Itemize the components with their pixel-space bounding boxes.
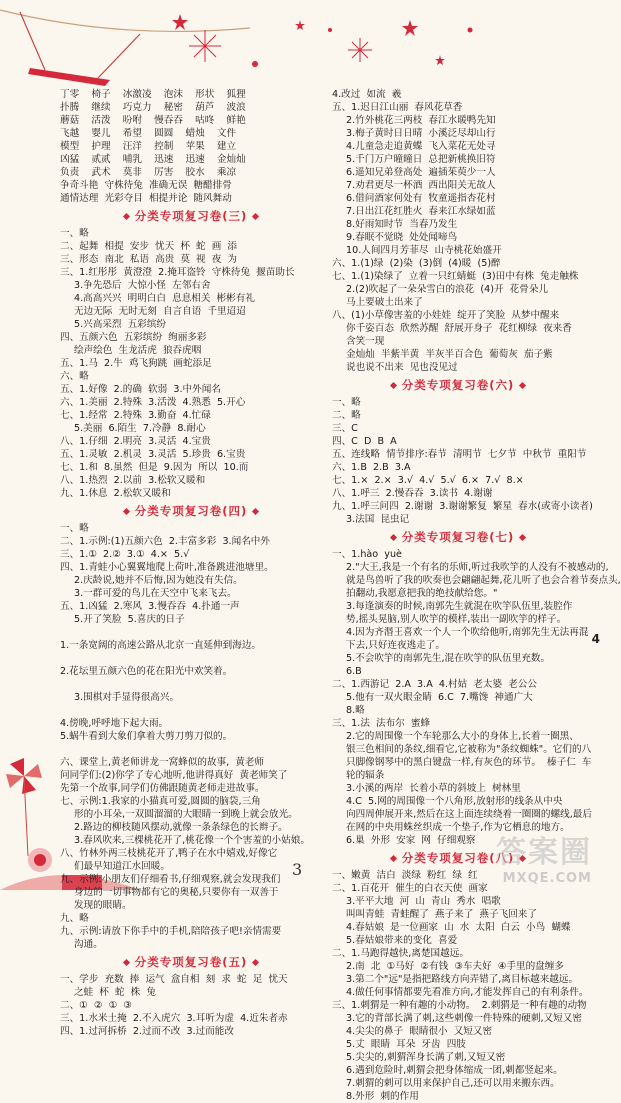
answer-line: 5.千门万户曈曈日 总把新桃换旧符 bbox=[346, 154, 496, 165]
answer-line: 1.一条宽阔的高速公路从北京一直延伸到海边。 bbox=[60, 640, 262, 651]
left-column bbox=[60, 88, 322, 1038]
answer-line: 五、1.凶猛 2.寒风 3.慢吞吞 4.扑通一声 bbox=[60, 601, 240, 612]
diamond-icon bbox=[390, 855, 397, 862]
answer-line: 问同学们:(2)你学了专心地听,他讲得真好 黄老师笑了 bbox=[60, 770, 288, 781]
diamond-icon bbox=[252, 213, 259, 220]
answer-line: 2.它的周围像一个车轮那么大小的身体上,长着一圈黑、 bbox=[346, 731, 579, 742]
answer-line: 九、示例:小朋友们仔细看书,仔细观察,就会发现我们 bbox=[60, 874, 281, 885]
answer-line: 七、示例:1.我家的小猫真可爱,圆圆的脑袋,三角 bbox=[60, 796, 261, 807]
answer-line: 三、C bbox=[332, 423, 358, 434]
answer-line: 七、1.和 8.虽然 但是 9.因为 所以 10.而 bbox=[60, 462, 249, 473]
answer-line: 含笑一现 bbox=[346, 336, 385, 347]
answer-line: 三、1.水米土掩 2.不入虎穴 3.耳听为虚 4.近朱者赤 bbox=[60, 1013, 288, 1024]
answer-line: 2.庆龄说,她并不后悔,因为她没有失信。 bbox=[74, 575, 243, 586]
answer-line: 五、1.马 2.牛 鸡飞狗跳 画蛇添足 bbox=[60, 358, 212, 369]
sentence-diagram bbox=[60, 678, 322, 691]
answer-line: 四、C D B A bbox=[332, 436, 397, 447]
answer-line: 拍翻动,我愿意把我的绝技献给您。" bbox=[346, 588, 498, 599]
answer-line: 6.巢 外形 安家 网 仔细观察 bbox=[346, 835, 476, 846]
answer-line: 4.傍晚,呼呼地下起大雨。 bbox=[60, 718, 169, 729]
answer-line: 三、1.红彤彤 黄澄澄 2.掩耳盗铃 守株待兔 揠苗助长 bbox=[60, 267, 295, 278]
pinwheel-icon bbox=[6, 758, 42, 856]
answer-line: 4.因为齐湣王喜欢一个人一个吹给他听,南郭先生无法再混 bbox=[346, 627, 589, 638]
diamond-icon bbox=[390, 534, 397, 541]
answer-line: 二、起舞 相提 安步 忧天 杯 蛇 画 添 bbox=[60, 241, 238, 252]
answer-line: 叫叫青蛙 青蛙醒了 燕子来了 燕子飞回来了 bbox=[346, 909, 537, 920]
watermark-logo-text: 答案圈 bbox=[496, 835, 592, 870]
answer-line: 下去,只好连夜逃走了。 bbox=[346, 640, 445, 651]
section-title-text: 分类专项复习卷(六) bbox=[401, 378, 515, 392]
answer-line: 2.花坛里五颜六色的花在阳光中欢笑着。 bbox=[60, 666, 233, 677]
answer-line: 八、1.呼三 2.慢吞吞 3.读书 4.谢谢 bbox=[332, 488, 493, 499]
answer-line: 2.(2)吹起了一朵朵雪白的浪花 (4)开 花骨朵儿 bbox=[346, 284, 549, 295]
answer-line: 一、略 bbox=[60, 228, 89, 239]
answer-line: 你千姿百态 欣然苏醒 舒展开身子 花红柳绿 夜来香 bbox=[346, 323, 572, 334]
answer-line: 六、略 bbox=[60, 371, 89, 382]
sentence-diagram bbox=[60, 652, 322, 665]
answer-line: 无边无际 无时无刻 自言自语 千里迢迢 bbox=[74, 306, 246, 317]
answer-line: 3.春风吹来,三棵桃花开了,桃花像一个个害羞的小姑娘。 bbox=[74, 835, 310, 846]
answer-line: 4.高高兴兴 明明白白 息息相关 彬彬有礼 bbox=[74, 293, 255, 304]
answer-line: 3.每逢演奏的时候,南郭先生就混在吹竽队伍里,装腔作 bbox=[346, 601, 573, 612]
sentence-diagram bbox=[60, 704, 322, 717]
answer-line: 就是鸟兽听了我的吹奏也会翩翩起舞,花儿听了也会合着节奏点头, bbox=[346, 575, 621, 586]
answer-line: 扑腾 继续 巧克力 秘密 葫芦 波浪 bbox=[60, 102, 246, 113]
answer-line: 3.第二个"远"是指把路线方向弄错了,离目标越来越远。 bbox=[346, 974, 579, 985]
section-title bbox=[332, 526, 584, 548]
answer-line: 一、1.hào yuè bbox=[332, 549, 402, 560]
answer-line: 蘑菇 活泼 吩咐 慢吞吞 咕咚 鲜艳 bbox=[60, 115, 246, 126]
answer-line: 轮的辐条 bbox=[346, 770, 385, 781]
answer-line: 4.儿童急走追黄蝶 飞入菜花无处寻 bbox=[346, 141, 496, 152]
answer-line: 3.一群可爱的鸟儿在天空中飞来飞去。 bbox=[74, 588, 237, 599]
answer-line: 七、1.经常 2.特殊 3.勤奋 4.忙碌 bbox=[60, 410, 211, 421]
answer-line: 5.丈 眼睛 耳朵 牙齿 四肢 bbox=[346, 1039, 466, 1050]
answer-line: 七、1.× 2.× 3.√ 4.√ 5.√ 6.× 7.√ 8.× bbox=[332, 475, 524, 486]
answer-line: 5.春姑娘带来的变化 喜爱 bbox=[346, 935, 458, 946]
firework-icon bbox=[348, 38, 372, 62]
section-title bbox=[60, 205, 322, 227]
answer-line: 二、1.百花开 催生的白衣天使 画家 bbox=[332, 883, 488, 894]
answer-line: 二、① ② ① ③ bbox=[60, 1000, 132, 1011]
answer-line: 7.刺猬的刺可以用来保护自己,还可以用来搬东西。 bbox=[346, 1078, 560, 1089]
answer-line: 6.借问酒家何处有 牧童遥指杏花村 bbox=[346, 193, 496, 204]
answer-line: 二、1.西游记 2.A 3.A 4.村姑 老太婆 老公公 bbox=[332, 679, 537, 690]
answer-line: 4.春姑娘 是一位画家 山 水 太阳 白云 小鸟 蝴蝶 bbox=[346, 922, 571, 933]
sentence-diagram bbox=[60, 743, 322, 756]
answer-line: 五、1.好像 2.的确 软弱 3.中外闻名 bbox=[60, 384, 221, 395]
answer-line: 3.梅子黄时日日晴 小溪泛尽却山行 bbox=[346, 128, 496, 139]
answer-line: 二、1.示例:(1)五颜六色 2.丰富多彩 3.闻名中外 bbox=[60, 536, 270, 547]
firework-icon bbox=[189, 30, 221, 62]
answer-line: 2.竹外桃花三两枝 春江水暖鸭先知 bbox=[346, 115, 496, 126]
answer-line: 飞越 婴儿 希望 圆圆 蜡烛 文件 bbox=[60, 128, 237, 139]
answer-line: 四、五颜六色 五彩缤纷 绚丽多彩 bbox=[60, 332, 207, 343]
answer-line: 4.改过 如流 羲 bbox=[332, 89, 402, 100]
answer-line: 8.略 bbox=[346, 705, 365, 716]
answer-line: 3.平平大地 河 山 青山 秀水 唱歌 bbox=[346, 896, 501, 907]
answer-line: 模型 护理 汪洋 控制 苹果 建立 bbox=[60, 141, 237, 152]
answer-line: 八、1.热烈 2.以前 3.松软又暖和 bbox=[60, 475, 206, 486]
answer-line: 2."大王,我是一个有名的乐师,听过我吹竽的人没有不被感动的, bbox=[346, 562, 609, 573]
answer-line: 八、1.仔细 2.明亮 3.灵活 4.宝贵 bbox=[60, 436, 211, 447]
answer-line: 3.争先恐后 大惊小怪 左邻右舍 bbox=[74, 280, 211, 291]
answer-line: 5.兴高采烈 五彩缤纷 bbox=[74, 319, 167, 330]
answer-line: 沟通。 bbox=[74, 939, 103, 950]
answer-line: 发现的眼睛。 bbox=[74, 900, 132, 911]
answer-line: 身边的一切事物都有它的奥秘,只要你有一双善于 bbox=[74, 887, 279, 898]
answer-line: 三、形态 南北 私语 高贵 莫 视 夜 为 bbox=[60, 254, 238, 265]
answer-line: 五、连线略 情节排序:春节 清明节 七夕节 中秋节 重阳节 bbox=[332, 449, 587, 460]
answer-line: 六、1.(1)绿 (2)染 (3)倒 (4)暖 (5)醉 bbox=[332, 258, 501, 269]
answer-line: 九、示例:请放下你手中的手机,陪陪孩子吧!亲情需要 bbox=[60, 926, 282, 937]
answer-line: 六、1.美丽 2.特殊 3.活泼 4.熟悉 5.开心 bbox=[60, 397, 246, 408]
answer-line: 绘声绘色 生龙活虎 狼吞虎咽 bbox=[74, 345, 202, 356]
answer-line: 6.B bbox=[346, 666, 362, 677]
answer-line: 10.人间四月芳菲尽 山寺桃花始盛开 bbox=[346, 245, 502, 256]
star-icon bbox=[172, 14, 445, 65]
watermark-url: MXQE.COM bbox=[502, 871, 592, 886]
answer-line: 先第一个故事,同学们仿佛跟随黄老师走进故事。 bbox=[60, 783, 265, 794]
answer-line: 丁零 椅子 冰激凌 泡沫 形状 狐狸 bbox=[60, 89, 246, 100]
section-title-text: 分类专项复习卷(五) bbox=[134, 955, 248, 969]
answer-line: 之蛙 杯 蛇 株 兔 bbox=[74, 987, 156, 998]
answer-line: 八、竹林外两三枝桃花开了,鸭子在水中嬉戏,好像它 bbox=[60, 848, 278, 859]
answer-line: 三、1.法 法布尔 蜜蜂 bbox=[332, 718, 431, 729]
answer-line: 八、(1)小草像害羞的小娃娃 绽开了笑脸 从梦中醒来 bbox=[332, 310, 560, 321]
answer-line: 8.好雨知时节 当春乃发生 bbox=[346, 219, 458, 230]
diamond-icon bbox=[123, 959, 130, 966]
answer-line: 七、1.(1)染绿了 立着一只红蜻蜓 (3)田中有株 兔走触株 bbox=[332, 271, 579, 282]
section-title-text: 分类专项复习卷(七) bbox=[401, 530, 515, 544]
answer-line: 5.蜗牛看到大象们拿着大剪刀剪刀似的。 bbox=[60, 731, 233, 742]
answer-line: 3.围棋对手显得很高兴。 bbox=[74, 692, 180, 703]
answer-line: 通情达理 光彩夺目 相提并论 随风舞动 bbox=[60, 193, 232, 204]
answer-line: 银三色相间的条纹,细看它,它被称为"条纹蜘蛛"。它们的八 bbox=[346, 744, 592, 755]
answer-line: 九、略 bbox=[60, 913, 89, 924]
flower-icon bbox=[28, 848, 52, 872]
section-title-text: 分类专项复习卷(八) bbox=[401, 851, 515, 865]
sentence-diagram bbox=[60, 626, 322, 639]
watermark bbox=[496, 827, 592, 886]
right-column bbox=[332, 88, 621, 1103]
answer-line: 争奇斗艳 守株待兔 准确无误 糖醋排骨 bbox=[60, 180, 232, 191]
answer-line: 6.遇到危险时,刺猬会把身体缩成一团,刺都竖起来。 bbox=[346, 1065, 563, 1076]
answer-line: 在网的中央用蛛丝织成一个垫子,作为它栖息的地方。 bbox=[346, 822, 570, 833]
diamond-icon bbox=[123, 213, 130, 220]
answer-line: 四、1.过河拆桥 2.过而不改 3.过而能改 bbox=[60, 1026, 234, 1037]
answer-line: 5.开了笑脸 5.喜庆的日子 bbox=[74, 614, 185, 625]
diamond-icon bbox=[519, 534, 526, 541]
answer-line: 一、略 bbox=[60, 523, 89, 534]
answer-line: 们最早知道江水回暖。 bbox=[74, 861, 170, 872]
header-decoration bbox=[0, 0, 600, 90]
page-edge-number: 4 bbox=[591, 632, 600, 646]
answer-line: 二、略 bbox=[332, 410, 361, 421]
answer-line: 2.路边的柳枝随风摆动,就像一条条绿色的长辫子。 bbox=[74, 822, 288, 833]
answer-line: 五、1.灵敏 2.机灵 3.灵活 5.珍贵 6.宝贵 bbox=[60, 449, 246, 460]
section-title bbox=[60, 951, 322, 973]
answer-line: 一、嫩黄 洁白 淡绿 粉红 绿 红 bbox=[332, 870, 478, 881]
answer-line: 5.不会吹竽的南郭先生,混在吹竽的队伍里充数。 bbox=[346, 653, 551, 664]
answer-line: 3.它的背部长满了刺,这些刺像一件特殊的硬刺,又短又密 bbox=[346, 1013, 582, 1024]
answer-line: 九、1.呼三问四 2.谢谢 3.谢谢繁复 繁星 春水(或寄小读者) bbox=[332, 501, 593, 512]
answer-line: 4.尖尖的鼻子 眼睛很小 又短又密 bbox=[346, 1026, 493, 1037]
answer-line: 三、1.刺猬是一种有趣的小动物。 2.刺猬是一种有趣的动物 bbox=[332, 1000, 587, 1011]
answer-line: 马上要破土出来了 bbox=[346, 297, 423, 308]
answer-line: 3.法国 昆虫记 bbox=[346, 514, 410, 525]
answer-line: 5.尖尖的,刺猬浑身长满了刺,又短又密 bbox=[346, 1052, 506, 1063]
diamond-icon bbox=[390, 382, 397, 389]
answer-line: 6.遥知兄弟登高处 遍插茱萸少一人 bbox=[346, 167, 496, 178]
answer-line: 一、略 bbox=[332, 397, 361, 408]
answer-line: 九、1.休息 2.松软又暖和 bbox=[60, 488, 171, 499]
answer-line: 向四周伸展开来,然后在这上面连续绕着一圈圈的螺线,最后 bbox=[346, 809, 592, 820]
answer-line: 7.日出江花红胜火 春来江水绿如蓝 bbox=[346, 206, 496, 217]
answer-line: 4.做任何事情都要先看准方向,才能发挥自己的有利条件。 bbox=[346, 987, 589, 998]
diamond-icon bbox=[252, 959, 259, 966]
section-title bbox=[332, 374, 584, 396]
answer-line: 5.他有一双火眼金睛 6.C 7.嘴馋 神通广大 bbox=[346, 692, 533, 703]
answer-line: 三、1.① 2.② 3.① 4.× 5.√ bbox=[60, 549, 190, 560]
answer-line: 四、1.青蛙小心翼翼地爬上荷叶,准备跳进池塘里。 bbox=[60, 562, 274, 573]
answer-line: 势,摇头晃脑,别人吹竽的模样,装出一副吹竽的样子。 bbox=[346, 614, 567, 625]
answer-line: 8.外形 刺的作用 bbox=[346, 1091, 419, 1102]
page-number: 3 bbox=[292, 860, 303, 879]
section-title-text: 分类专项复习卷(三) bbox=[134, 209, 248, 223]
answer-line: 凶猛 贰贰 哺乳 迅速 迅速 金灿灿 bbox=[60, 154, 246, 165]
section-title bbox=[60, 500, 322, 522]
answer-line: 4.C 5.网的周围像一个八角形,放射形的线条从中央 bbox=[346, 796, 563, 807]
answer-line: 只脚像钢琴中的黑白键盘一样,有灰色的环节。 榛子仁 车 bbox=[346, 757, 592, 768]
answer-line: 9.春眠不觉晓 处处闻啼鸟 bbox=[346, 232, 458, 243]
diamond-icon bbox=[123, 508, 130, 515]
answer-line: 六、1.B 2.B 3.A bbox=[332, 462, 411, 473]
answer-line: 一、学步 充数 捧 运气 盒自相 刻 求 蛇 足 忧天 bbox=[60, 974, 288, 985]
answer-line: 金灿灿 半紫半黄 半灰半百合色 葡萄灰 茄子紫 bbox=[346, 349, 553, 360]
answer-line: 二、1.马跑得越快,离楚国越远。 bbox=[332, 948, 469, 959]
answer-line: 2.南 北 ①马好 ②有钱 ③车夫好 ④手里的盘缠多 bbox=[346, 961, 564, 972]
diamond-icon bbox=[519, 382, 526, 389]
section-title-text: 分类专项复习卷(四) bbox=[134, 504, 248, 518]
answer-line: 7.劝君更尽一杯酒 西出阳关无故人 bbox=[346, 180, 496, 191]
answer-line: 形的小耳朵,一双圆溜溜的大眼睛一到晚上就会放光。 bbox=[74, 809, 298, 820]
answer-line: 3.小溪的两岸 长着小草的斜坡上 树林里 bbox=[346, 783, 521, 794]
answer-line: 说也说不出来 见也没见过 bbox=[346, 362, 458, 373]
answer-line: 五、1.迟日江山丽 春风花草香 bbox=[332, 102, 463, 113]
answer-line: 5.美丽 6.陌生 7.冷静 8.耐心 bbox=[74, 423, 206, 434]
answer-line: 六、课堂上,黄老师讲龙一窝蜂似的故事, 黄老师 bbox=[60, 757, 271, 768]
diamond-icon bbox=[252, 508, 259, 515]
answer-line: 负责 武术 莫非 厉害 胶水 乘凉 bbox=[60, 167, 237, 178]
